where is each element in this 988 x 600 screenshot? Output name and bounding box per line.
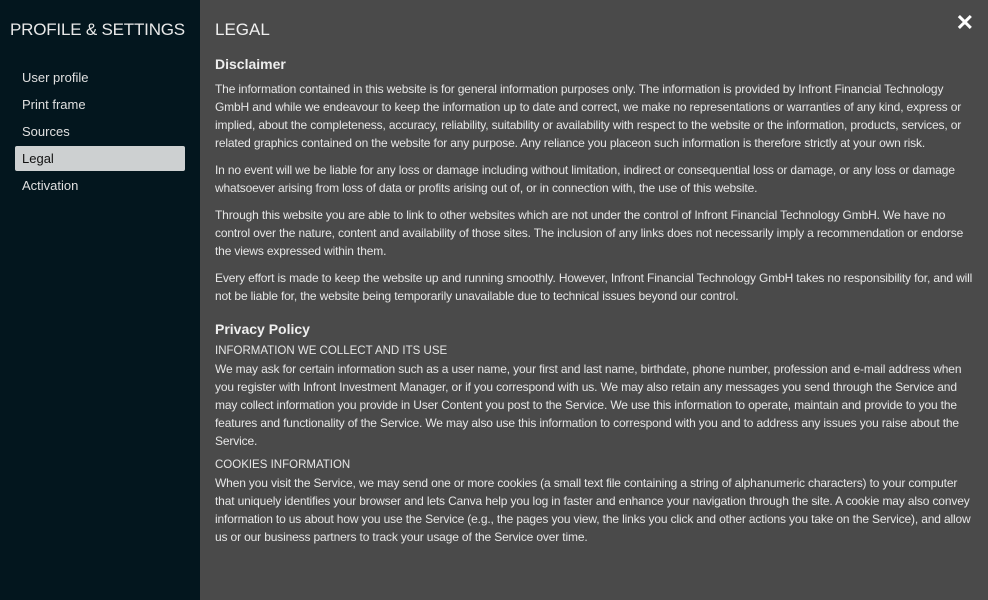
disclaimer-paragraph: The information contained in this website is for general information purposes only. The information is provided by Infront Financial Technology GmbH and while we endeavour to keep the information up to date and correct, we make no representations or warranties of any kind, express or implied, about the completeness, accuracy, reliability, suitability or availability with respect to the website or the information, products, services, or related graphics contained on the website for any purpose. Any reliance you placeon such information is therefore strictly at your own risk. (215, 82, 962, 150)
sidebar (0, 0, 200, 600)
legal-content (200, 0, 988, 600)
page-title: LEGAL (215, 20, 270, 39)
privacy-subheading: COOKIES INFORMATION (215, 459, 351, 471)
disclaimer-paragraph: Every effort is made to keep the website up and running smoothly. However, Infront Financial Technology GmbH takes no responsibility for, and will not be liable for, the website being temporarily unavailable due to technical issues beyond our control. (215, 271, 973, 303)
privacy-paragraph: When you visit the Service, we may send one or more cookies (a small text file containing a string of alphanumeric characters) to your computer that uniquely identifies your browser and lets Canva help you log in faster and enhance your navigation through the site. A cookie may also convey information to us about how you use the Service (e.g., the pages you view, the links you click and other actions you take on the Service), and allow us or our business partners to track your usage of the Service over time. (215, 476, 971, 544)
sidebar-item-user-profile[interactable]: User profile (22, 70, 89, 85)
close-icon[interactable]: ✕ (955, 10, 974, 35)
sidebar-item-legal[interactable]: Legal (15, 146, 185, 171)
privacy-paragraph: We may ask for certain information such as a user name, your first and last name, birthdate, phone number, profession and e-mail address when you register with Infront Investment Manager, or if you correspond with us. We may also retain any messages you send through the Service and may collect information you provide in User Content you post to the Service. We use this information to operate, maintain and provide to you the features and functionality of the Service. We may also use this information to correspond with you and to address any issues you raise about the Service. (215, 362, 962, 448)
sidebar-item-sources[interactable]: Sources (22, 124, 70, 139)
sidebar-title: PROFILE & SETTINGS (10, 20, 185, 39)
disclaimer-paragraph: Through this website you are able to link to other websites which are not under the control of Infront Financial Technology GmbH. We have no control over the nature, content and availability of those sites. The inclusion of any links does not necessarily imply a recommendation or endorse the views expressed within them. (215, 208, 964, 258)
disclaimer-paragraph: In no event will we be liable for any loss or damage including without limitation, indirect or consequential loss or damage, or any loss or damage whatsoever arising from loss of data or profits arising out of, or in connection with, the use of this website. (215, 163, 955, 195)
privacy-subheading: INFORMATION WE COLLECT AND ITS USE (215, 345, 448, 357)
sidebar-nav (0, 65, 200, 198)
privacy-heading: Privacy Policy (215, 321, 310, 337)
sidebar-item-print-frame[interactable]: Print frame (22, 97, 86, 112)
disclaimer-heading: Disclaimer (215, 56, 286, 72)
sidebar-item-activation[interactable]: Activation (22, 178, 79, 193)
